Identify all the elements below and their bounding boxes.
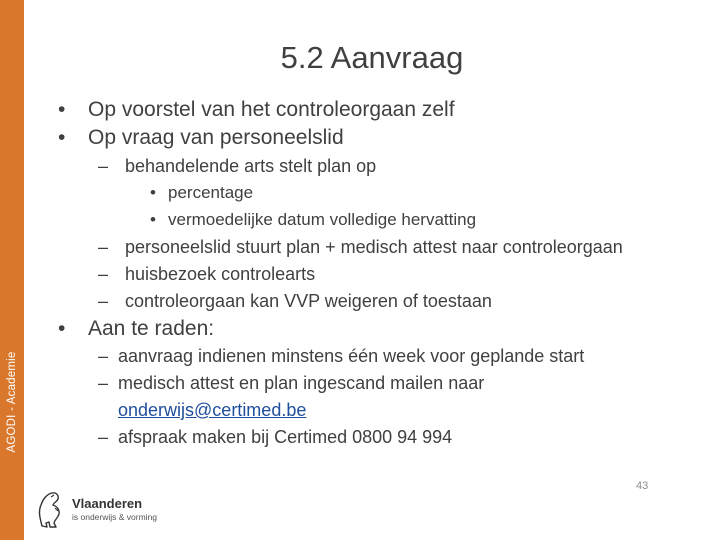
advice-item: medisch attest en plan ingescand mailen naar — [118, 373, 485, 393]
sub-item: behandelende arts stelt plan op — [125, 156, 377, 176]
sub-item: controleorgaan kan VVP weigeren of toestaan — [125, 291, 492, 311]
bullet-item: Op vraag van personeelslid — [88, 126, 344, 149]
logo-name: Vlaanderen — [72, 496, 143, 511]
advice-heading: Aan te raden: — [88, 317, 215, 340]
advice-item: aanvraag indienen minstens één week voor geplande start — [118, 346, 585, 366]
sub-item: personeelslid stuurt plan + medisch attest naar controleorgaan — [125, 237, 623, 257]
dash-marker: – — [98, 237, 109, 257]
dash-marker: – — [98, 346, 109, 366]
bullet-marker: • — [58, 98, 66, 121]
sub-item: huisbezoek controlearts — [125, 264, 316, 284]
sub-bullet-marker: • — [150, 183, 156, 202]
dash-marker: – — [98, 291, 109, 311]
bullet-marker: • — [58, 317, 66, 340]
page-number: 43 — [636, 480, 649, 492]
dash-marker: – — [98, 156, 109, 176]
sidebar-band — [0, 0, 24, 540]
sub-sub-item: percentage — [168, 183, 254, 202]
dash-marker: – — [98, 264, 109, 284]
logo-tagline: is onderwijs & vorming — [72, 512, 158, 522]
sub-bullet-marker: • — [150, 210, 156, 229]
dash-marker: – — [98, 373, 109, 393]
sub-sub-item: vermoedelijke datum volledige hervatting — [168, 210, 477, 229]
slide-title: 5.2 Aanvraag — [280, 40, 464, 75]
dash-marker: – — [98, 427, 109, 447]
email-link[interactable]: onderwijs@certimed.be — [118, 400, 307, 420]
bullet-marker: • — [58, 126, 66, 149]
vlaanderen-lion-icon — [34, 488, 66, 530]
sidebar-label: AGODI - Academie — [6, 351, 18, 453]
bullet-item: Op voorstel van het controleorgaan zelf — [88, 98, 455, 121]
advice-item: afspraak maken bij Certimed 0800 94 994 — [118, 427, 453, 447]
